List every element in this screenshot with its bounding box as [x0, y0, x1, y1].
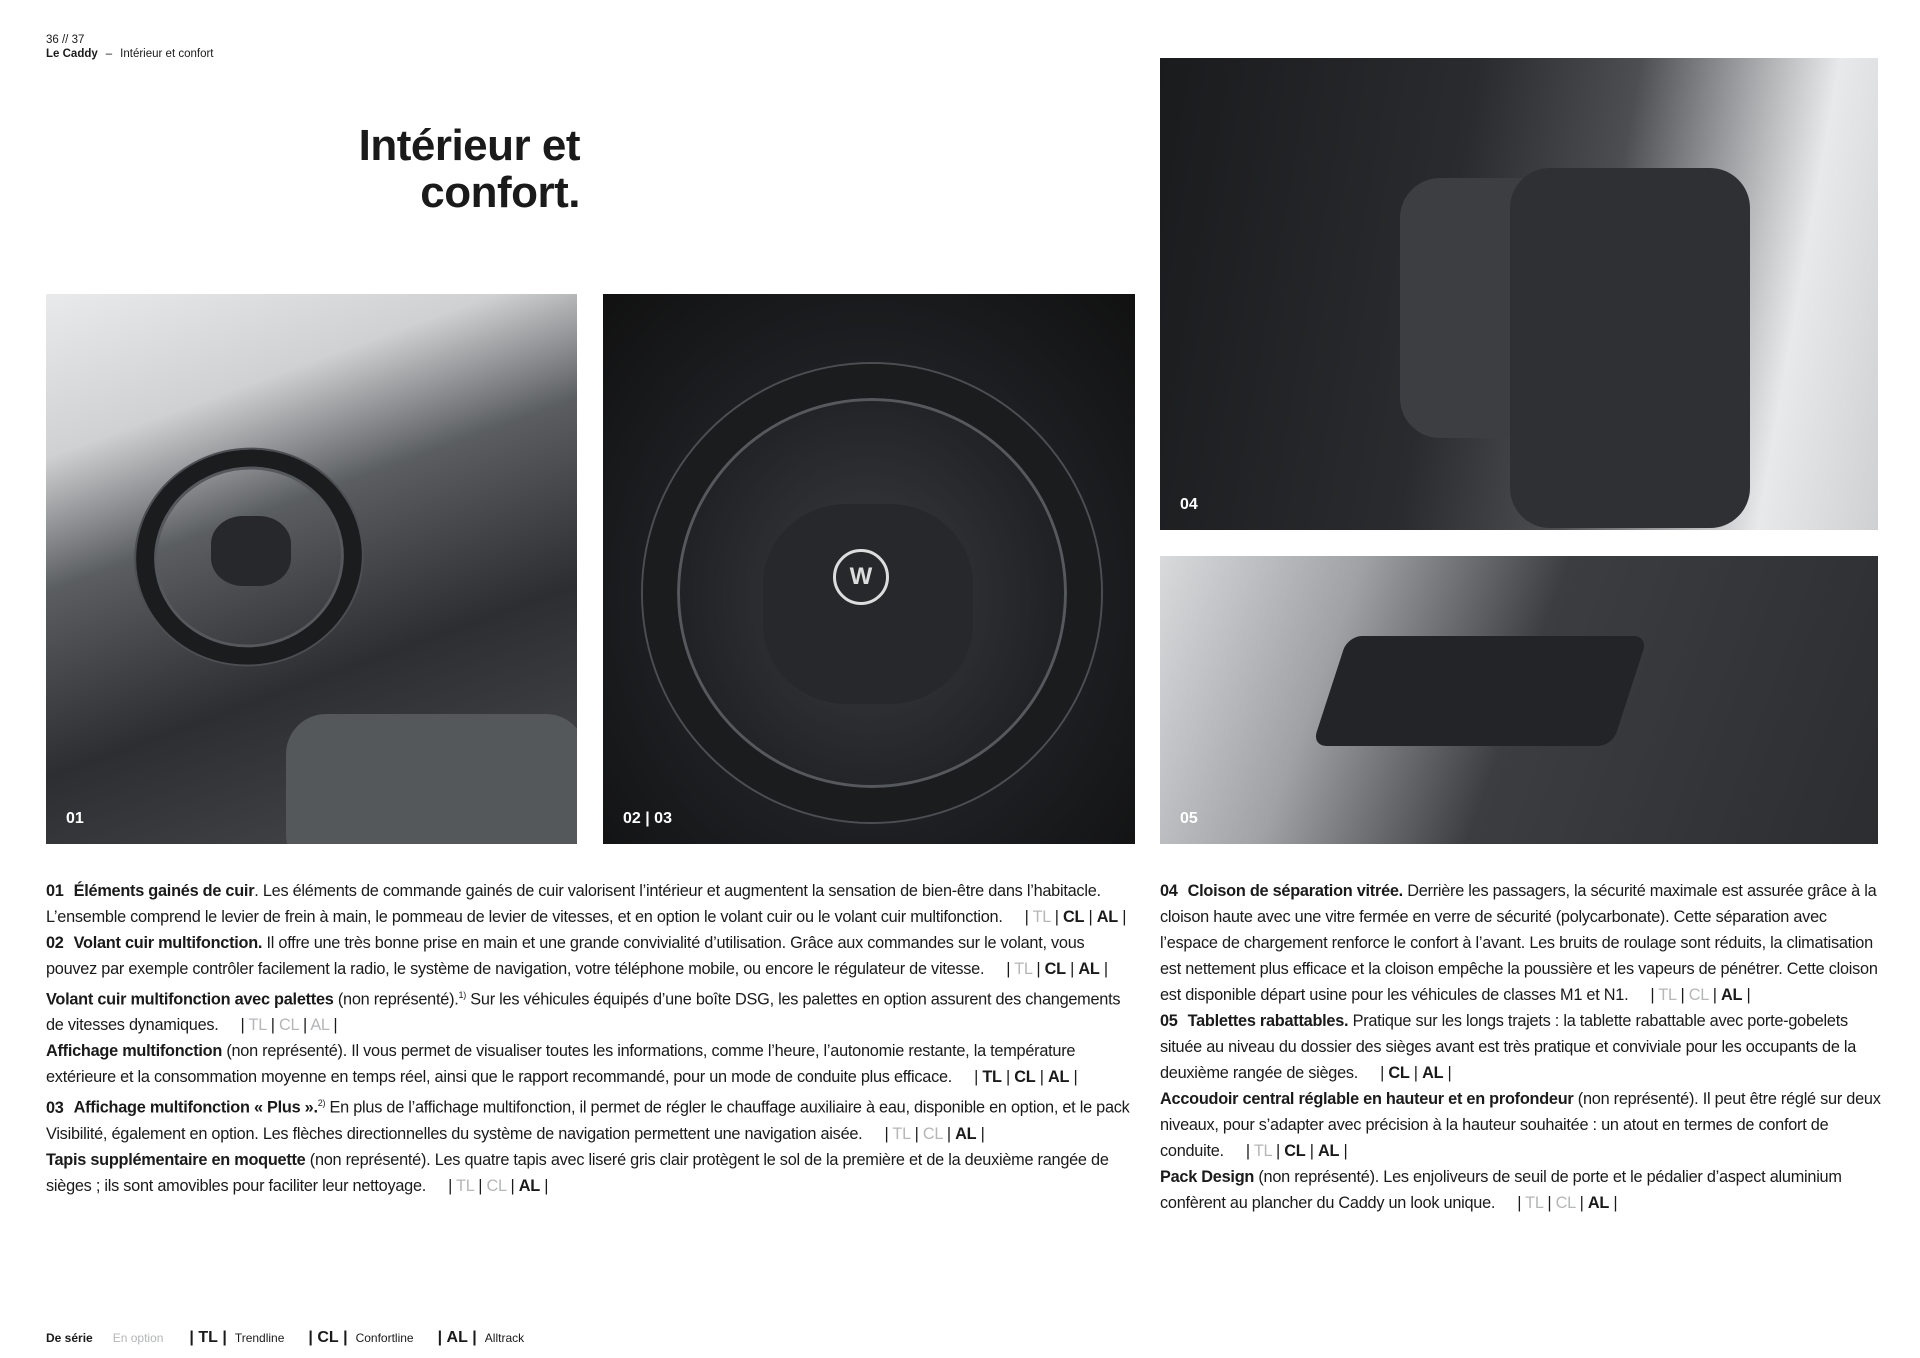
- availability-tags: | TL | CL | AL |: [240, 1016, 338, 1035]
- item-number: 04: [1160, 882, 1178, 900]
- photo-caption-number: 01: [66, 810, 84, 827]
- tag-cl: CL: [1284, 1142, 1306, 1160]
- tag-al: AL: [1096, 908, 1118, 926]
- title-line-1: Intérieur et: [358, 121, 580, 170]
- table-shape: [1312, 636, 1648, 746]
- item-title: Affichage multifonction « Plus ».: [73, 1098, 318, 1117]
- legend: [46, 1329, 548, 1347]
- vw-logo-icon: W: [833, 549, 889, 605]
- feature-item: [46, 1090, 1138, 1146]
- tag-tl: TL: [456, 1176, 474, 1195]
- feature-item: [46, 930, 1138, 982]
- legend-tier-name: Confortline: [355, 1331, 414, 1345]
- section-name: Le Caddy: [46, 48, 98, 60]
- item-title: Volant cuir multifonction.: [73, 934, 263, 952]
- photo-seat-partition: [1160, 58, 1878, 530]
- legend-tier-name: Trendline: [234, 1331, 285, 1345]
- photo-caption-number: 04: [1180, 496, 1198, 513]
- legend-standard: De série: [46, 1331, 93, 1345]
- tag-tl: TL: [1658, 986, 1677, 1004]
- page-header: [46, 33, 214, 61]
- wheel-hub-shape: [211, 516, 291, 586]
- availability-tags: | TL | CL | AL |: [974, 1068, 1078, 1087]
- footnote-ref: 2): [317, 1098, 326, 1109]
- photo-leather-interior: [46, 294, 577, 844]
- tag-cl: CL: [486, 1176, 507, 1195]
- tag-cl: CL: [278, 1016, 299, 1035]
- item-body-cont: Sur les véhicules équipés d’une boîte DSG, les palettes en option assurent des changements de vitesses dynamiques.: [46, 990, 1121, 1035]
- tag-tl: TL: [982, 1068, 1002, 1087]
- legend-tier-code: | AL |: [437, 1329, 477, 1346]
- item-number: 05: [1160, 1012, 1178, 1030]
- feature-item: [1160, 1086, 1882, 1164]
- tag-al: AL: [1078, 960, 1100, 978]
- photo-caption-number: 05: [1180, 810, 1198, 827]
- item-title: Volant cuir multifonction avec palettes: [46, 990, 334, 1009]
- item-body: Il offre une très bonne prise en main et une grande convivialité d’utilisation. Grâce aux commandes sur le volant, vous pouvez par exemple contrôler facilement la radio, le système de navigation, votre téléphone mobile, ou encore le régulateur de vitesse.: [46, 934, 1085, 978]
- item-number: 02: [46, 934, 64, 952]
- photo-steering-wheel: [603, 294, 1135, 844]
- availability-tags: | TL | CL | AL |: [1006, 960, 1108, 978]
- tag-tl: TL: [1525, 1194, 1544, 1212]
- tag-cl: CL: [1555, 1194, 1576, 1212]
- photo-folding-table: [1160, 556, 1878, 844]
- separator: –: [105, 48, 113, 60]
- feature-item: [46, 1038, 1138, 1090]
- left-text-column: [46, 878, 1138, 1199]
- legend-tier-code: | CL |: [308, 1329, 348, 1346]
- item-title: Affichage multifonction: [46, 1042, 223, 1061]
- item-body: (non représenté).: [333, 990, 459, 1009]
- tag-tl: TL: [248, 1016, 267, 1035]
- item-body: Pratique sur les longs trajets : la tablette rabattable avec porte-gobelets située au niveau du dossier des sièges avant est très pratique et conviviale pour les occupants de la deuxième rangée de sièges.: [1160, 1012, 1857, 1082]
- page-numbers: 36 // 37: [46, 34, 85, 46]
- item-title: Cloison de séparation vitrée.: [1187, 882, 1403, 900]
- tag-al: AL: [310, 1016, 330, 1035]
- feature-item: [46, 982, 1138, 1038]
- item-body: (non représenté). Les quatre tapis avec liseré gris clair protègent le sol de la première et de la deuxième rangée de sièges ; ils sont amovibles pour faciliter leur nettoyage.: [46, 1150, 1109, 1195]
- tag-al: AL: [1422, 1064, 1444, 1082]
- tag-cl: CL: [1014, 1068, 1036, 1087]
- right-text-column: [1160, 878, 1882, 1216]
- tag-tl: TL: [1014, 960, 1033, 978]
- photo-caption-number: 02 | 03: [623, 810, 672, 827]
- tag-al: AL: [955, 1124, 977, 1143]
- availability-tags: | TL | CL | AL |: [1024, 908, 1127, 926]
- item-title: Accoudoir central réglable en hauteur et en profondeur: [1160, 1090, 1574, 1108]
- feature-item: [1160, 1164, 1882, 1216]
- legend-option: En option: [112, 1331, 164, 1345]
- availability-tags: | TL | CL | AL |: [448, 1176, 549, 1195]
- item-body: (non représenté). Il peut être réglé sur deux niveaux, pour s’adapter avec précision à la hauteur souhaitée : un atout en termes de confort de conduite.: [1160, 1090, 1881, 1160]
- item-body: (non représenté). Il vous permet de visualiser toutes les informations, comme l’heure, l’autonomie restante, la température extérieure et la consommation moyenne en temps réel, ainsi que le rapport recommandé, pour un mode de conduite plus efficace.: [46, 1042, 1076, 1087]
- tag-cl: CL: [922, 1124, 943, 1143]
- tag-al: AL: [1317, 1142, 1340, 1160]
- tag-al: AL: [518, 1176, 540, 1195]
- feature-item: [46, 878, 1138, 930]
- tag-al: AL: [1047, 1068, 1070, 1087]
- subsection-name: Intérieur et confort: [120, 48, 214, 60]
- availability-tags: | TL | CL | AL |: [884, 1124, 985, 1143]
- item-body: Derrière les passagers, la sécurité maximale est assurée grâce à la cloison haute avec une vitre fermée en verre de sécurité (polycarbonate). Cette séparation avec l’espace de chargement renforce le confort à l’avant. Les bruits de roulage sont réduits, la climatisation est nettement plus efficace et la cloison empêche la poussière et les vapeurs de pénétrer. Cette cloison est disponible départ usine pour les véhicules de classes M1 et N1.: [1160, 882, 1878, 1004]
- legend-tier-name: Alltrack: [484, 1331, 525, 1345]
- tag-tl: TL: [1253, 1142, 1272, 1160]
- item-body-cont: En plus de l’affichage multifonction, il permet de régler le chauffage auxiliaire à eau, disponible en option, et le pack Visibilité, également en option. Les flèches directionnelles du système de navigation permettent une navigation aisée.: [46, 1098, 1130, 1143]
- footnote-ref: 1): [458, 990, 467, 1000]
- item-number: 01: [46, 882, 64, 900]
- title-line-2: confort.: [420, 168, 580, 217]
- legend-tier-code: | TL |: [189, 1329, 227, 1346]
- tag-tl: TL: [892, 1124, 911, 1143]
- console-shape: [286, 714, 577, 844]
- feature-item: [46, 1147, 1138, 1199]
- item-number: 03: [46, 1098, 64, 1117]
- tag-al: AL: [1587, 1194, 1610, 1212]
- availability-tags: | TL | CL | AL |: [1517, 1194, 1618, 1212]
- availability-tags: | TL | CL | AL |: [1650, 986, 1751, 1004]
- item-body: . Les éléments de commande gainés de cuir valorisent l’intérieur et augmentent la sensation de bien-être dans l’habitacle. L’ensemble comprend le levier de frein à main, le pommeau de levier de vitesses, et en option le volant cuir ou le volant cuir multifonction.: [46, 882, 1101, 926]
- availability-tags: | CL | AL |: [1380, 1064, 1452, 1082]
- item-title: Pack Design: [1160, 1168, 1255, 1186]
- tag-tl: TL: [1032, 908, 1051, 926]
- availability-tags: | TL | CL | AL |: [1245, 1142, 1348, 1160]
- item-body: (non représenté). Les enjoliveurs de seuil de porte et le pédalier d’aspect aluminium confèrent au plancher du Caddy un look unique.: [1160, 1168, 1842, 1212]
- item-title: Éléments gainés de cuir: [73, 882, 255, 900]
- tag-cl: CL: [1388, 1064, 1410, 1082]
- tag-al: AL: [1721, 986, 1743, 1004]
- page-title: [46, 122, 580, 216]
- item-title: Tapis supplémentaire en moquette: [46, 1150, 306, 1169]
- feature-item: [1160, 878, 1882, 1008]
- seat-back-shape: [1510, 168, 1750, 528]
- tag-cl: CL: [1063, 908, 1085, 926]
- item-title: Tablettes rabattables.: [1187, 1012, 1349, 1030]
- tag-cl: CL: [1044, 960, 1066, 978]
- tag-cl: CL: [1688, 986, 1709, 1004]
- feature-item: [1160, 1008, 1882, 1086]
